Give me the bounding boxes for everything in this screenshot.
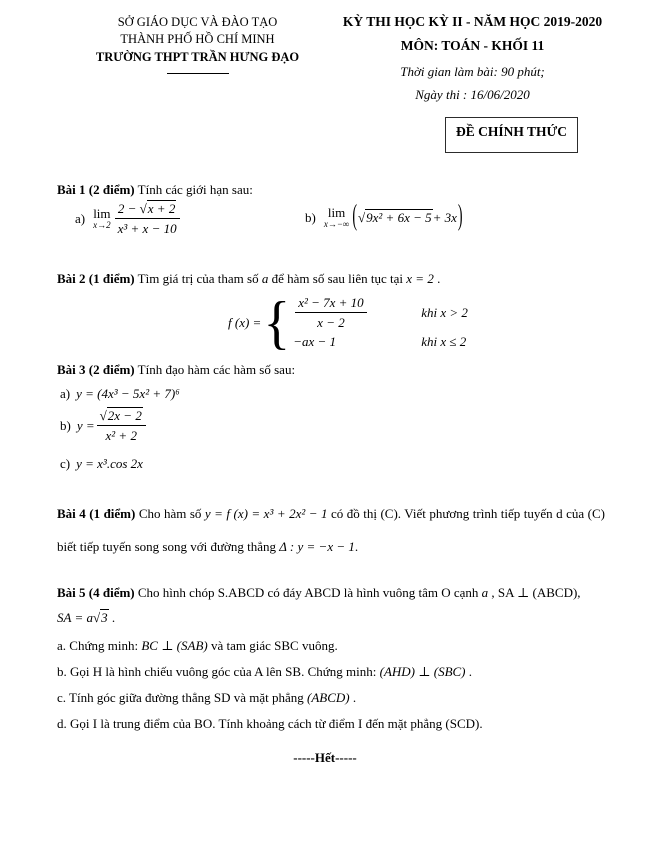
big-close-paren: ) <box>457 200 463 233</box>
problem-3a-formula <box>60 386 180 402</box>
function-lhs: f (x) = <box>228 314 262 330</box>
line-delta-equation: Δ : y = −x − 1 <box>279 539 355 554</box>
limit-operator <box>93 207 111 230</box>
problem-2-piecewise-function: f (x) = { $\frac{\text{x² − 7x + 10}}{x - 2}$ khi x > 2 −ax − 1 khi x ≤ 2 <box>228 289 468 356</box>
fraction <box>97 408 146 443</box>
fraction-numerator <box>97 408 146 425</box>
problem-2-intro-post: để hàm số sau liên tục tại <box>268 271 407 286</box>
fraction <box>115 201 180 236</box>
radicand: 9x² + 6x − 5 <box>366 210 432 225</box>
exam-title: KỲ THI HỌC KỲ II - NĂM HỌC 2019-2020 <box>342 14 603 29</box>
problem-4-title: Bài 4 (1 điểm) <box>57 506 136 521</box>
item-a-math: BC ⊥ (SAB) <box>141 638 208 653</box>
limit-operator <box>324 206 349 229</box>
function-expression: y = (4x³ − 5x² + 7)⁶ <box>76 386 180 401</box>
end-label: -----Hết----- <box>293 750 357 765</box>
fraction-numerator <box>115 201 180 218</box>
problem-1a-label: a) <box>75 210 86 226</box>
case-1-expression <box>293 295 421 330</box>
side-length-a: a <box>481 585 489 600</box>
piecewise-case-2 <box>293 334 468 350</box>
official-exam-badge <box>445 117 578 153</box>
sa-length-lhs: SA = a <box>57 610 93 625</box>
problem-4-text-2: có đồ thị (C). Viết phương trình tiếp tuyến d của (C) biết tiếp tuyến song song với đường thẳng <box>57 506 605 554</box>
lim-word: lim <box>327 205 346 220</box>
item-a-text-post: và tam giác SBC vuông. <box>207 638 338 653</box>
problem-3-intro: Tính đạo hàm các hàm số sau: <box>134 362 296 377</box>
radical-sign: √ <box>99 408 107 423</box>
item-d-label: d. <box>57 716 67 731</box>
problem-1-intro: Tính các giới hạn sau: <box>134 182 253 197</box>
radicand: 3 <box>101 610 108 625</box>
lim-subscript: x→−∞ <box>323 219 350 229</box>
expression-tail: + 3x <box>432 209 457 225</box>
exam-duration: Thời gian làm bài: 90 phút; <box>400 64 545 79</box>
problem-2-intro-pre: Tìm giá trị của tham số <box>134 271 262 286</box>
item-c-label: c. <box>57 690 67 705</box>
radicand: x + 2 <box>147 201 176 216</box>
problem-3b-formula <box>60 408 148 443</box>
problem-5-intro <box>57 580 607 630</box>
cubic-function: y = f (x) = x³ + 2x² − 1 <box>204 506 328 521</box>
radical-sign: √ <box>139 201 147 216</box>
problem-5-item-c <box>57 689 607 706</box>
header-divider-line <box>167 73 229 74</box>
case-1-condition: khi x > 2 <box>421 304 468 320</box>
parameter-a: a <box>261 271 269 286</box>
problem-1b-formula <box>305 200 464 233</box>
problem-3c-formula <box>60 456 143 472</box>
problem-1-title: Bài 1 (2 điểm) <box>57 182 135 197</box>
problem-3c-label: c) <box>60 456 71 471</box>
problem-1a-formula <box>75 201 182 236</box>
numerator-prefix: 2 − <box>117 201 140 216</box>
item-a-label: a. <box>57 638 67 653</box>
department-name: SỞ GIÁO DỤC VÀ ĐÀO TẠO <box>117 15 278 29</box>
fraction-denominator: x² + 2 <box>97 425 146 443</box>
problem-5-title: Bài 5 (4 điểm) <box>57 585 135 600</box>
problem-5-text-2: , SA ⊥ (ABCD), <box>488 585 581 600</box>
piecewise-cases <box>293 291 468 354</box>
item-c-math: (ABCD) <box>307 690 350 705</box>
problem-3b-label: b) <box>60 417 71 433</box>
problem-3-heading <box>57 362 295 378</box>
problem-4-end: . <box>354 539 359 554</box>
problem-5-intro-end: . <box>108 610 116 625</box>
item-b-label: b. <box>57 664 67 679</box>
item-b-text-post: . <box>465 664 473 679</box>
problem-5-item-a <box>57 637 607 654</box>
problem-2-title: Bài 2 (1 điểm) <box>57 271 135 286</box>
exam-date: Ngày thi : 16/06/2020 <box>415 87 530 102</box>
problem-5-text-1: Cho hình chóp S.ABCD có đáy ABCD là hình vuông tâm O cạnh <box>134 585 482 600</box>
school-header-block <box>70 14 325 74</box>
official-exam-badge-label: ĐỀ CHÍNH THỨC <box>455 124 567 139</box>
problem-1-heading <box>57 182 253 198</box>
piecewise-case-1 <box>293 295 468 330</box>
continuity-point: x = 2 <box>406 271 434 286</box>
exam-subject: MÔN: TOÁN - KHỐI 11 <box>400 38 545 53</box>
item-a-text: Chứng minh: <box>66 638 142 653</box>
problem-3a-label: a) <box>60 386 71 401</box>
fraction-numerator: x² − 7x + 10 <box>298 295 364 310</box>
problem-4-text-1: Cho hàm số <box>135 506 205 521</box>
problem-4-paragraph <box>57 497 605 563</box>
fraction-denominator: x³ + x − 10 <box>115 218 180 236</box>
city-name: THÀNH PHỐ HỒ CHÍ MINH <box>120 32 275 46</box>
school-name: TRƯỜNG THPT TRẦN HƯNG ĐẠO <box>95 50 300 64</box>
fraction-denominator: x − 2 <box>295 312 366 330</box>
lim-word: lim <box>93 206 111 221</box>
end-of-exam-marker <box>0 750 650 766</box>
problem-5-item-d <box>57 715 607 732</box>
radicand: 2x − 2 <box>107 408 142 423</box>
problem-5-item-b <box>57 663 607 680</box>
function-lhs: y = <box>76 417 95 433</box>
problem-2-end: . <box>433 271 441 286</box>
problem-5-items <box>57 637 607 732</box>
function-expression: y = x³.cos 2x <box>76 456 143 471</box>
radical-sign: √ <box>358 209 366 225</box>
problem-5-block <box>57 580 607 741</box>
item-c-text: Tính góc giữa đường thẳng SD và mặt phẳng <box>66 690 308 705</box>
item-b-text: Gọi H là hình chiếu vuông góc của A lên SB. Chứng minh: <box>66 664 380 679</box>
problem-1b-label: b) <box>305 209 316 225</box>
problem-3-title: Bài 3 (2 điểm) <box>57 362 135 377</box>
case-2-expression: −ax − 1 <box>293 334 337 349</box>
problem-2-heading <box>57 271 440 287</box>
exam-header-block <box>325 13 620 103</box>
item-d-text: Gọi I là trung điểm của BO. Tính khoảng cách từ điểm I đến mặt phẳng (SCD). <box>66 716 483 731</box>
case-2-condition: khi x ≤ 2 <box>421 334 467 349</box>
big-open-paren: ( <box>352 200 357 233</box>
item-c-text-post: . <box>349 690 357 705</box>
radical-sign: √ <box>92 610 101 625</box>
fraction <box>295 295 366 330</box>
lim-subscript: x→2 <box>93 220 111 230</box>
item-b-math: (AHD) ⊥ (SBC) <box>379 664 466 679</box>
